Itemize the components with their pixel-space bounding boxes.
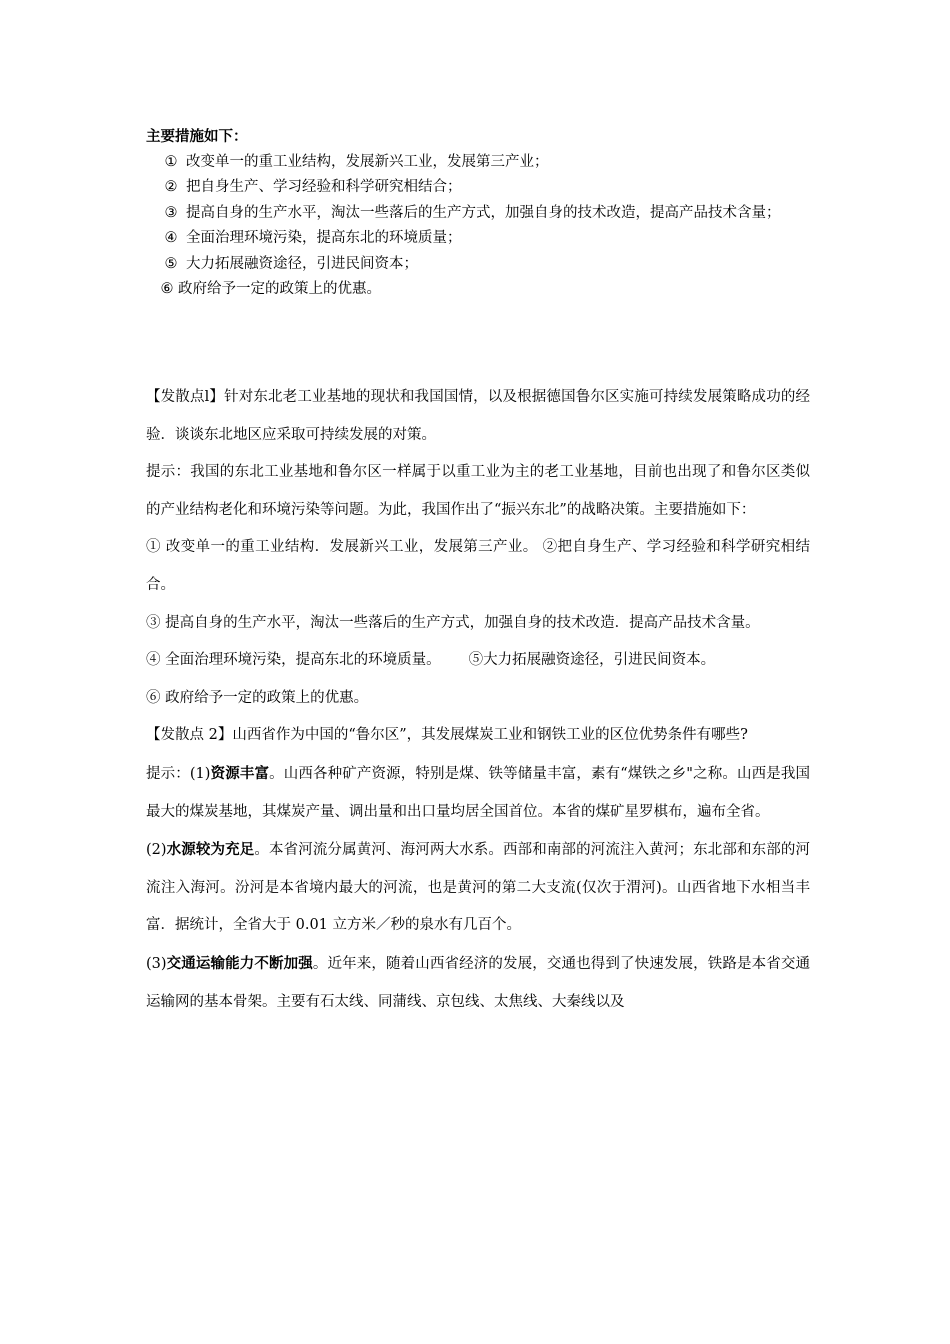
point2-label: 【发散点 2】 [146, 727, 233, 744]
paragraph-water: 。本省河流分属黄河、海河两大水系。西部和南部的河流注入黄河；东北部和东部的河流注入海河。汾河是本省境内最大的河流，也是黄河的第二大支流(仅次于渭河)。山西省地下水相当丰富．据统计，全省大于 0.01 立方米／秒的泉水有几百个。 [146, 842, 811, 934]
paragraph-transport: 。近年来，随着山西省经济的发展，交通也得到了快速发展，铁路是本省交通运输网的基本骨架。主要有石太线、同蒲线、京包线、太焦线、大秦线以及 [146, 955, 811, 1010]
list-item-text: 全面治理环境污染，提高东北的环境质量； [186, 230, 462, 246]
number-2: (2) [146, 842, 167, 859]
list-item-text: 大力拓展融资途径，引进民间资本； [186, 255, 418, 272]
number-3: (3) [146, 955, 167, 972]
measures-title: 主要措施如下： [146, 128, 248, 145]
point1-label: 【发散点l】 [146, 389, 225, 405]
point1-item-1: ① 改变单一的重工业结构．发展新兴工业，发展第三产业。 [146, 539, 538, 556]
list-item-text: 提高自身的生产水平，淘汰一些落后的生产方式，加强自身的技术改造，提高产品技术含量； [186, 204, 781, 221]
list-item-number: ⑤ [164, 255, 178, 272]
point2-hint-2 [146, 831, 810, 945]
list-item-text: 把自身生产、学习经验和科学研究相结合； [186, 179, 462, 195]
point2-hint-3 [146, 945, 810, 1021]
point2-question [146, 717, 810, 755]
point2-question-text: 山西省作为中国的“鲁尔区”，其发展煤炭工业和钢铁工业的区位优势条件有哪些? [232, 727, 748, 744]
list-item [146, 277, 810, 303]
list-item-number: ⑥ [160, 281, 174, 297]
point1-item-3: ③ 提高自身的生产水平，淘汰一些落后的生产方式，加强自身的技术改造．提高产品技术含量。 [146, 614, 760, 631]
list-item-number: ① [164, 153, 178, 170]
list-item-text: 政府给予一定的政策上的优惠。 [178, 281, 381, 297]
list-item [146, 150, 810, 176]
list-item [146, 226, 810, 252]
point1-item-2: ②把自身生产、学习经验和科学研究相结合。 [146, 539, 811, 593]
point1-question-text: 针对东北老工业基地的现状和我国国情，以及根据德国鲁尔区实施可持续发展策略成功的经验．谈谈东北地区应采取可持续发展的对策。 [146, 389, 811, 443]
point1-items-1-2 [146, 529, 810, 604]
list-item-number: ③ [164, 204, 178, 221]
heading-resources: 资源丰富 [210, 764, 270, 782]
point1-items-4-5 [146, 642, 810, 680]
point2-hint-1 [146, 755, 810, 831]
list-item [146, 175, 810, 201]
point1-hint: 提示：我国的东北工业基地和鲁尔区一样属于以重工业为主的老工业基地，目前也出现了和鲁尔区类似的产业结构老化和环境污染等问题。为此，我国作出了“振兴东北”的战略决策。主要措施如下： [146, 464, 810, 518]
heading-transport: 交通运输能力不断加强 [166, 954, 313, 972]
hint-prefix: 提示：(1) [146, 765, 211, 782]
point1-item-6: ⑥ 政府给予一定的政策上的优惠。 [146, 689, 369, 706]
list-item [146, 201, 810, 227]
point1-item-5: ⑤大力拓展融资途径，引进民间资本。 [468, 652, 716, 669]
list-item [146, 252, 810, 278]
point1-item-4: ④ 全面治理环境污染，提高东北的环境质量。 [146, 652, 441, 669]
measures-section [146, 124, 810, 303]
heading-water: 水源较为充足 [166, 841, 255, 859]
list-item-text: 改变单一的重工业结构，发展新兴工业，发展第三产业； [186, 153, 549, 170]
point1-question [146, 379, 810, 454]
document-body [146, 379, 810, 1021]
list-item-number: ④ [164, 230, 178, 246]
paragraph-resources: 。山西各种矿产资源，特别是煤、铁等储量丰富，素有“煤铁之乡"之称。山西是我国最大的煤炭基地，其煤炭产量、调出量和出口量均居全国首位。本省的煤矿星罗棋布，遍布全省。 [146, 765, 810, 820]
list-item-number: ② [164, 179, 178, 195]
